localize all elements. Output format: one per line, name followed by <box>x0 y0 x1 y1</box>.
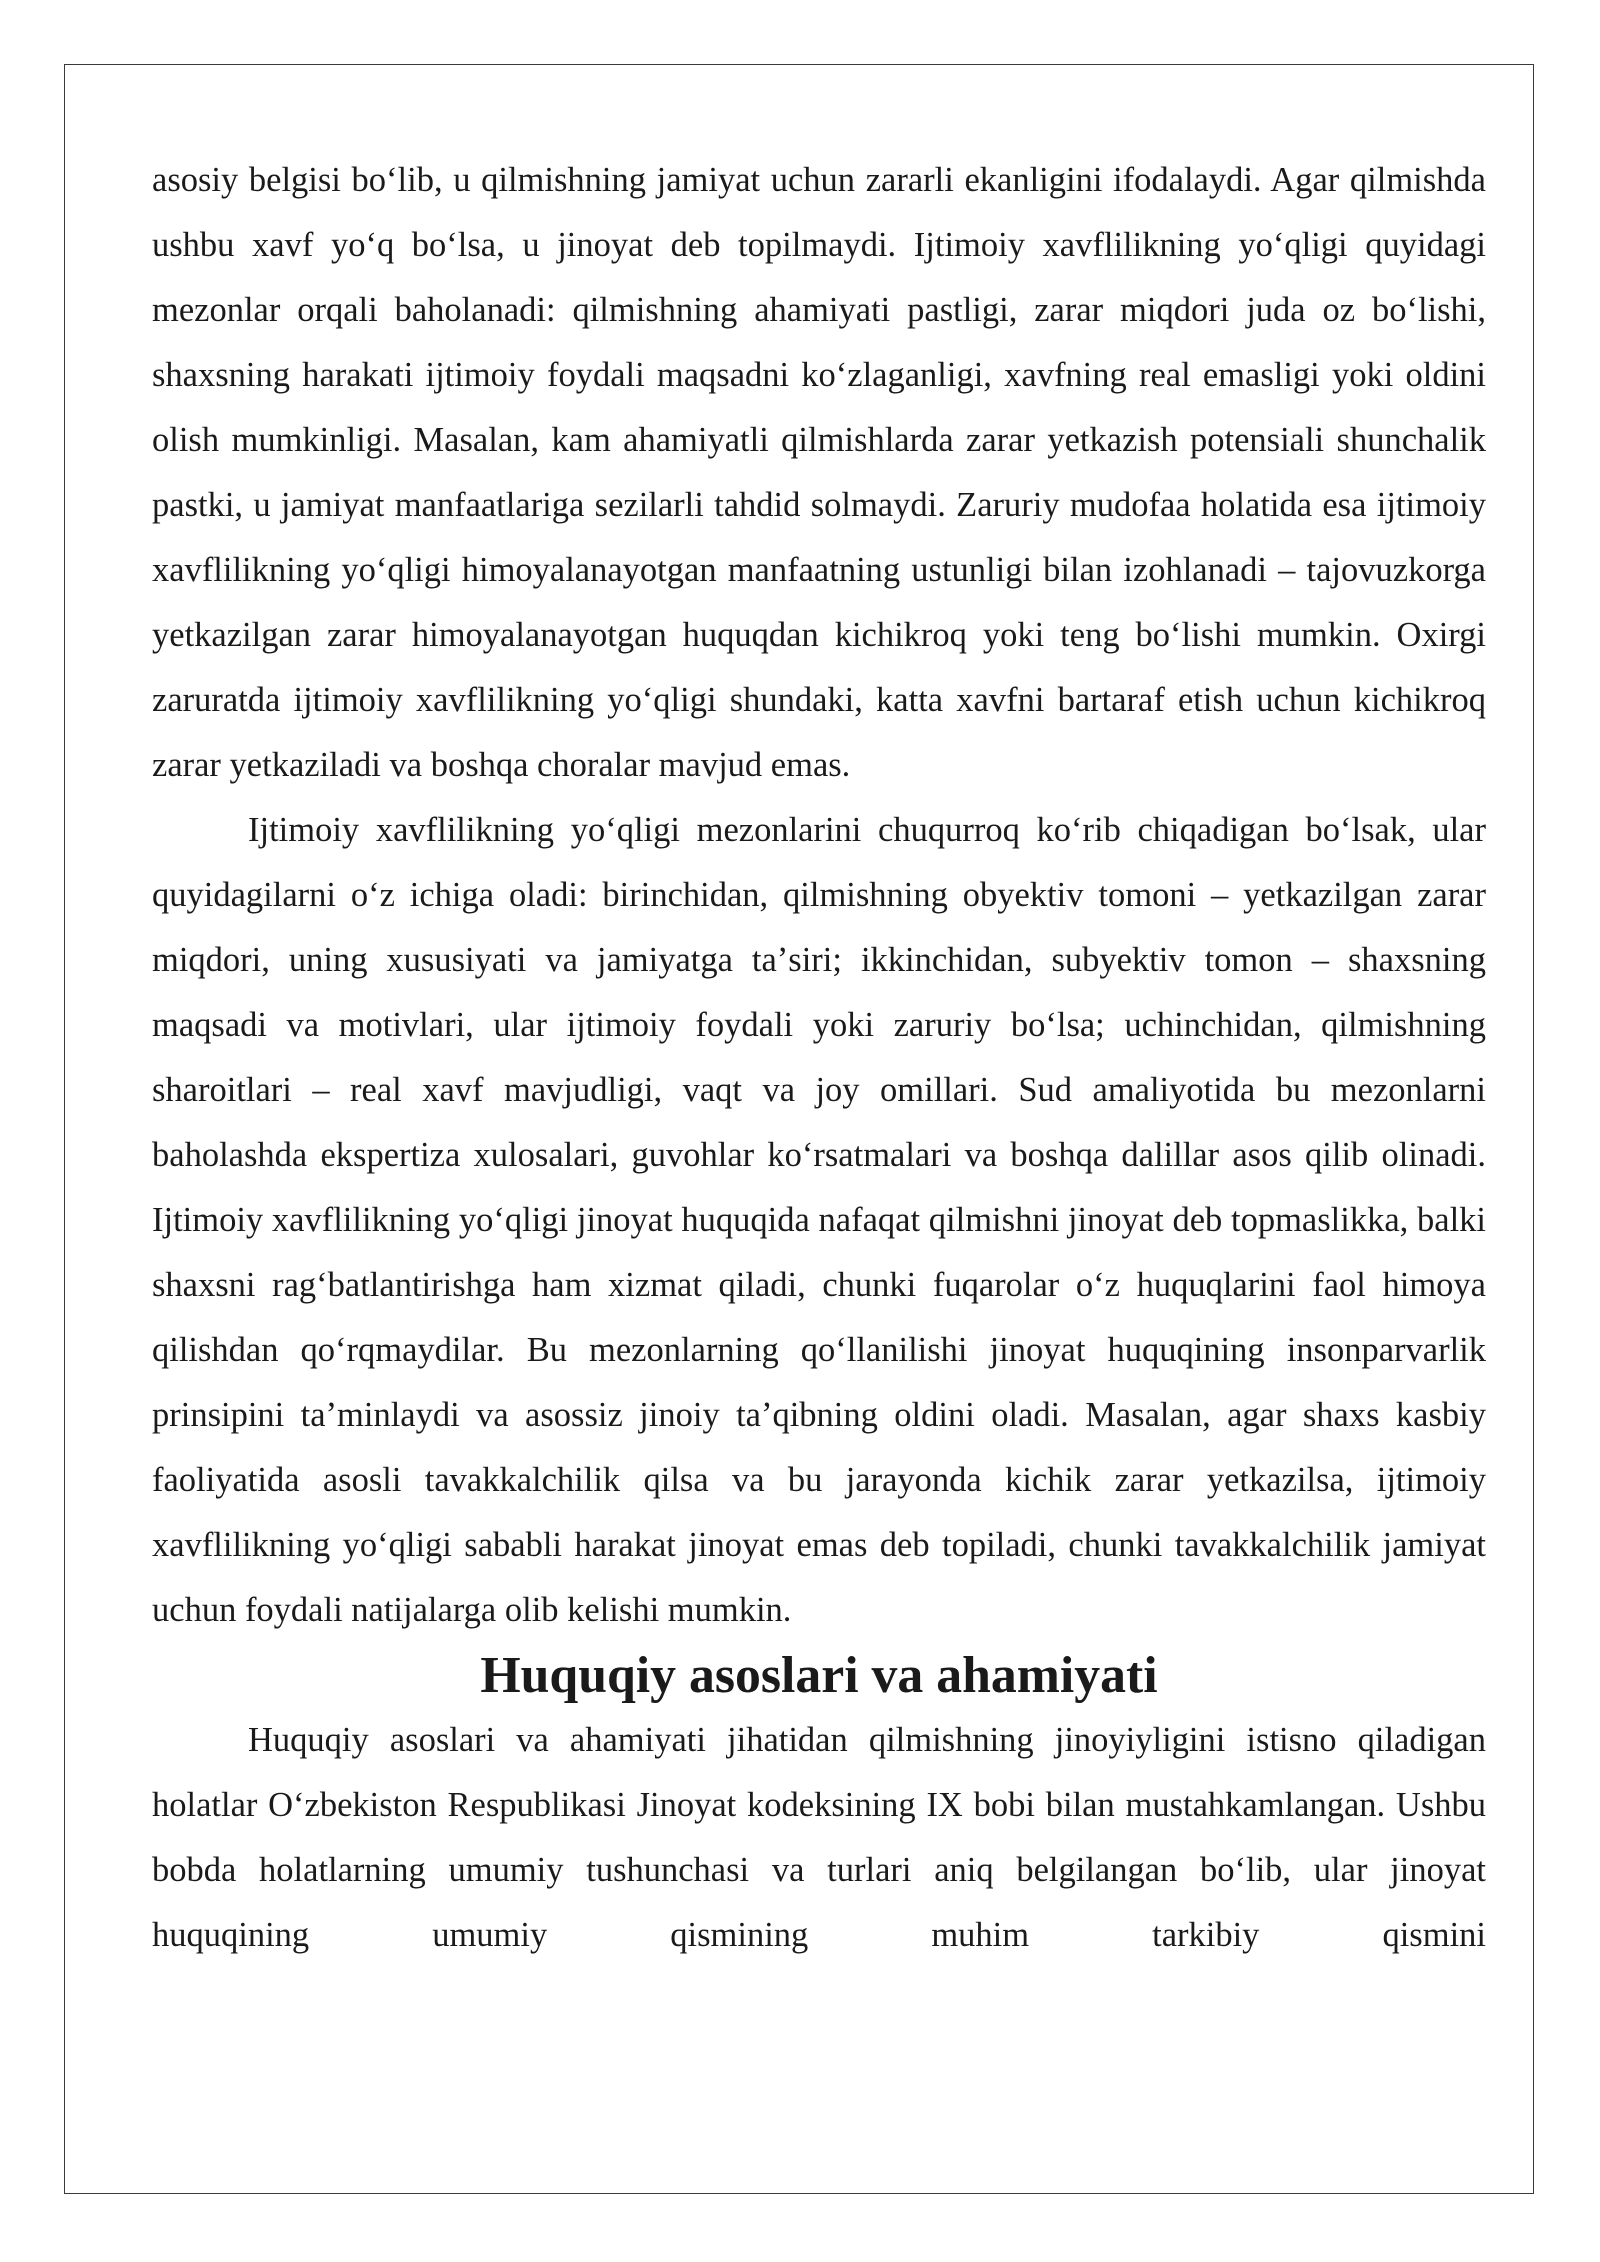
paragraph-criteria: Ijtimoiy xavflilikning yoʻqligi mezonlarini chuqurroq koʻrib chiqadigan boʻlsak, ular quyidagilarni oʻz ichiga oladi: birinchidan, qilmishning obyektiv tomoni – yetkazilgan zarar miqdori, uning xususiyati va jamiyatga taʼsiri; ikkinchidan, subyektiv tomon – shaxsning maqsadi va motivlari, ular ijtimoiy foydali yoki zaruriy boʻlsa; uchinchidan, qilmishning sharoitlari – real xavf mavjudligi, vaqt va joy omillari. Sud amaliyotida bu mezonlarni baholashda ekspertiza xulosalari, guvohlar koʻrsatmalari va boshqa dalillar asos qilib olinadi. Ijtimoiy xavflilikning yoʻqligi jinoyat huquqida nafaqat qilmishni jinoyat deb topmaslikka, balki shaxsni ragʻbatlantirishga ham xizmat qiladi, chunki fuqarolar oʻz huquqlarini faol himoya qilishdan qoʻrqmaydilar. Bu mezonlarning qoʻllanilishi jinoyat huquqining insonparvarlik prinsipini taʼminlaydi va asossiz jinoiy taʼqibning oldini oladi. Masalan, agar shaxs kasbiy faoliyatida asosli tavakkalchilik qilsa va bu jarayonda kichik zarar yetkazilsa, ijtimoiy xavflilikning yoʻqligi sababli harakat jinoyat emas deb topiladi, chunki tavakkalchilik jamiyat uchun foydali natijalarga olib kelishi mumkin. <box>152 811 1486 1629</box>
paragraph-legal-basis: Huquqiy asoslari va ahamiyati jihatidan qilmishning jinoyiyligini istisno qiladigan holatlar Oʻzbekiston Respublikasi Jinoyat kodeksining IX bobi bilan mustahkamlangan. Ushbu bobda holatlarning umumiy tushunchasi va turlari aniq belgilangan boʻlib, ular jinoyat huquqining umumiy qismining muhim tarkibiy qismini <box>152 1721 1486 1954</box>
paragraph-continuation: asosiy belgisi boʻlib, u qilmishning jamiyat uchun zararli ekanligini ifodalaydi. Agar qilmishda ushbu xavf yoʻq boʻlsa, u jinoyat deb topilmaydi. Ijtimoiy xavflilikning yoʻqligi quyidagi mezonlar orqali baholanadi: qilmishning ahamiyati pastligi, zarar miqdori juda oz boʻlishi, shaxsning harakati ijtimoiy foydali maqsadni koʻzlaganligi, xavfning real emasligi yoki oldini olish mumkinligi. Masalan, kam ahamiyatli qilmishlarda zarar yetkazish potensiali shunchalik pastki, u jamiyat manfaatlariga sezilarli tahdid solmaydi. Zaruriy mudofaa holatida esa ijtimoiy xavflilikning yoʻqligi himoyalanayotgan manfaatning ustunligi bilan izohlanadi – tajovuzkorga yetkazilgan zarar himoyalanayotgan huquqdan kichikroq yoki teng boʻlishi mumkin. Oxirgi zaruratda ijtimoiy xavflilikning yoʻqligi shundaki, katta xavfni bartaraf etish uchun kichikroq zarar yetkaziladi va boshqa choralar mavjud emas. <box>152 161 1486 784</box>
document-body <box>152 148 1486 1968</box>
section-heading: Huquqiy asoslari va ahamiyati <box>480 1647 1158 1704</box>
